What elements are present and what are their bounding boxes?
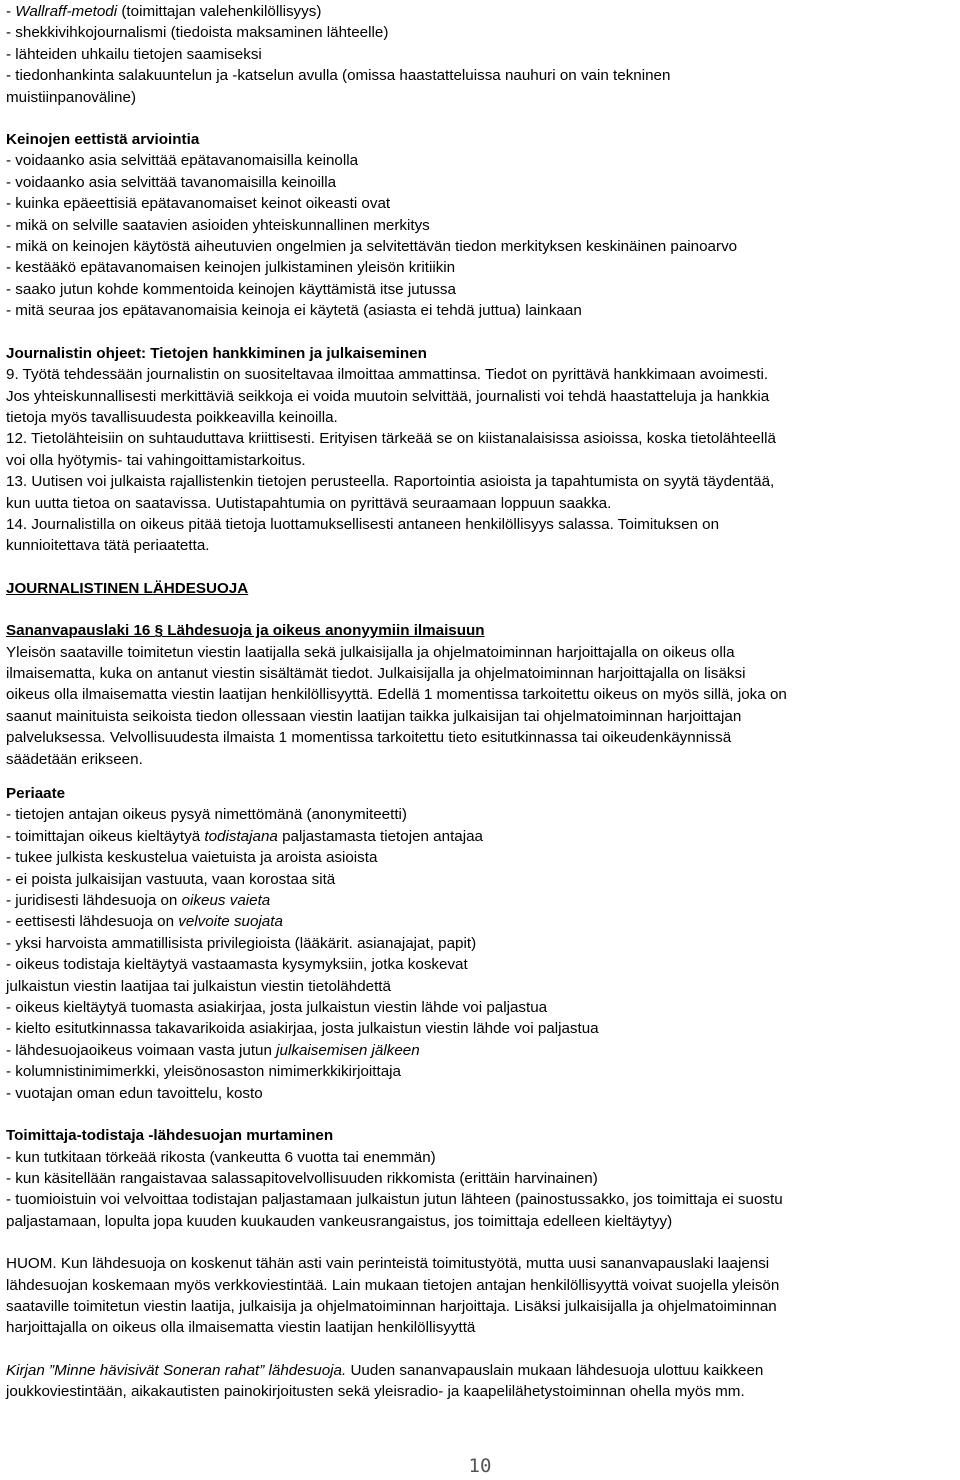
principle-item: - tietojen antajan oikeus pysyä nimettömänä (anonymiteetti) bbox=[6, 806, 407, 824]
note-line: harjoittajalla on oikeus olla ilmaisematta viestin laatijan henkilöllisyyttä bbox=[6, 1319, 476, 1337]
ethics-item: - voidaanko asia selvittää epätavanomaisilla keinolla bbox=[6, 152, 359, 170]
principle-item: - toimittajan oikeus kieltäytyä todistajana paljastamasta tietojen antajaa bbox=[6, 827, 484, 845]
intro-line: - tiedonhankinta salakuuntelun ja -katselun avulla (omissa haastatteluissa nauhuri on vain tekninen bbox=[6, 67, 671, 85]
guidelines-line: tietoja myös tavallisuudesta poikkeavilla keinoilla. bbox=[6, 408, 338, 426]
principle-item: - ei poista julkaisijan vastuuta, vaan korostaa sitä bbox=[6, 870, 336, 888]
guidelines-line: kun uutta tietoa on saatavissa. Uutistapahtumia on pyrittävä seuraamaan loppuun saakka. bbox=[6, 494, 612, 512]
law-line: saanut mainituista seikoista tiedon ollessaan viestin laatijan taikka julkaisijan tai ohjelmatoiminnan harjoittajan bbox=[6, 707, 742, 725]
ethics-item: - kestääkö epätavanomaisen keinojen julkistaminen yleisön kritiikin bbox=[6, 259, 456, 277]
principle-item: - lähdesuojaoikeus voimaan vasta jutun julkaisemisen jälkeen bbox=[6, 1041, 420, 1059]
breach-item: - tuomioistuin voi velvoittaa todistajan paljastamaan julkaistun jutun lähteen (painostussakko, jos toimittaja ei suostu bbox=[6, 1191, 783, 1209]
principle-item: - kolumnistinimimerkki, yleisönosaston nimimerkkikirjoittaja bbox=[6, 1063, 401, 1081]
principle-item: - juridisesti lähdesuoja on oikeus vaieta bbox=[6, 892, 271, 910]
breach-heading: Toimittaja-todistaja -lähdesuojan murtaminen bbox=[6, 1127, 334, 1145]
guidelines-line: Jos yhteiskunnallisesti merkittäviä seikkoja ei voida muutoin selvittää, journalisti voi tehdä haastatteluja ja hankkia bbox=[6, 387, 770, 405]
ethics-item: - mikä on selville saatavien asioiden yhteiskunnallinen merkitys bbox=[6, 216, 430, 234]
breach-item: - kun tutkitaan törkeää rikosta (vankeutta 6 vuotta tai enemmän) bbox=[6, 1148, 436, 1166]
page-number: 10 bbox=[468, 1455, 492, 1477]
ethics-heading: Keinojen eettistä arviointia bbox=[6, 131, 200, 149]
intro-line: muistiinpanoväline) bbox=[6, 88, 137, 106]
ethics-item: - mikä on keinojen käytöstä aiheutuvien ongelmien ja selvitettävän tiedon merkityksen keskinäinen painoarvo bbox=[6, 238, 738, 256]
ethics-item: - kuinka epäeettisiä epätavanomaiset keinot oikeasti ovat bbox=[6, 195, 391, 213]
principle-item: - yksi harvoista ammatillisista privilegioista (lääkärit. asianajajat, papit) bbox=[6, 934, 477, 952]
intro-line: - shekkivihkojournalismi (tiedoista maksaminen lähteelle) bbox=[6, 24, 389, 42]
wallraff-term: Wallraff-metodi bbox=[15, 3, 118, 20]
law-heading: Sananvapauslaki 16 § Lähdesuoja ja oikeus anonyymiin ilmaisuun bbox=[6, 622, 485, 640]
principle-item: - oikeus kieltäytyä tuomasta asiakirjaa, josta julkaistun viestin lähde voi paljastua bbox=[6, 999, 548, 1017]
breach-item: paljastamaan, lopulta jopa kuuden kuukauden vankeusrangaistus, jos toimittaja edelleen kieltäytyy) bbox=[6, 1212, 673, 1230]
law-line: Yleisön saataville toimitetun viestin laatijalla sekä julkaisijalla ja ohjelmatoiminnan harjoittajalla on oikeus olla bbox=[6, 643, 735, 661]
principles-heading: Periaate bbox=[6, 785, 66, 802]
law-line: ilmaisematta, kuka on antanut viestin sisältämät tiedot. Julkaisijalla ja ohjelmatoiminnan harjoittajalla on lisäksi bbox=[6, 664, 746, 682]
note-line: lähdesuojan koskemaan myös verkkoviestintää. Lain mukaan tietojen antajan henkilöllisyyttä voivat suojella yleisön bbox=[6, 1276, 780, 1294]
ethics-item: - saako jutun kohde kommentoida keinojen käyttämistä itse jutussa bbox=[6, 280, 456, 298]
principle-item: - oikeus todistaja kieltäytyä vastaamasta kysymyksiin, jotka koskevat bbox=[6, 956, 468, 974]
guidelines-line: 14. Journalistilla on oikeus pitää tietoja luottamuksellisesti antaneen henkilöllisyys salassa. Toimituksen on bbox=[6, 515, 720, 533]
law-line: palveluksessa. Velvollisuudesta ilmaista 1 momentissa tarkoitettu tieto esitutkinnassa tai oikeudenkäynnissä bbox=[6, 729, 732, 747]
law-line: oikeus olla ilmaisematta viestin laatijan henkilöllisyyttä. Edellä 1 momentissa tarkoitettu oikeus on myös sillä, joka on bbox=[6, 686, 787, 704]
guidelines-line: voi olla hyötymis- tai vahingoittamistarkoitus. bbox=[6, 451, 306, 469]
ethics-item: - mitä seuraa jos epätavanomaisia keinoja ei käytetä (asiasta ei tehdä juttua) lainkaan bbox=[6, 302, 582, 320]
principle-item: - tukee julkista keskustelua vaietuista ja aroista asioista bbox=[6, 849, 378, 867]
book-title: Kirjan ”Minne hävisivät Soneran rahat” lähdesuoja. bbox=[6, 1361, 347, 1379]
book-line: joukkoviestintään, aikakautisten painokirjoitusten sekä yleisradio- ja kaapelilähetystoiminnan ohella myös mm. bbox=[6, 1383, 745, 1401]
intro-line: - lähteiden uhkailu tietojen saamiseksi bbox=[6, 45, 262, 63]
guidelines-heading: Journalistin ohjeet: Tietojen hankkiminen ja julkaiseminen bbox=[6, 344, 427, 362]
section-title: JOURNALISTINEN LÄHDESUOJA bbox=[6, 579, 249, 597]
book-line: Kirjan ”Minne hävisivät Soneran rahat” lähdesuoja. Uuden sananvapauslain mukaan lähdesuoja ulottuu kaikkeen bbox=[6, 1361, 764, 1379]
principle-item: julkaistun viestin laatijaa tai julkaistun viestin tietolähdettä bbox=[6, 977, 391, 995]
guidelines-line: kunnioitettava tätä periaatetta. bbox=[6, 537, 210, 555]
breach-item: - kun käsitellään rangaistavaa salassapitovelvollisuuden rikkomista (erittäin harvinainen) bbox=[6, 1169, 598, 1187]
intro-line: - Wallraff-metodi (toimittajan valehenkilöllisyys) bbox=[6, 3, 322, 20]
guidelines-line: 12. Tietolähteisiin on suhtauduttava kriittisesti. Erityisen tärkeää se on kiistanalaisissa asioissa, koska tietolähteellä bbox=[6, 430, 776, 448]
law-line: säädetään erikseen. bbox=[6, 750, 143, 768]
principle-item: - kielto esitutkinnassa takavarikoida asiakirjaa, josta julkaistun viestin lähde voi paljastua bbox=[6, 1020, 599, 1038]
guidelines-line: 9. Työtä tehdessään journalistin on suositeltavaa ilmoittaa ammattinsa. Tiedot on pyrittävä hankkimaan avoimesti. bbox=[6, 366, 769, 384]
guidelines-line: 13. Uutisen voi julkaista rajallistenkin tietojen perusteella. Raportointia asioista ja tapahtumista on syytä täydentää, bbox=[6, 473, 775, 491]
ethics-item: - voidaanko asia selvittää tavanomaisilla keinoilla bbox=[6, 173, 337, 191]
note-line: HUOM. Kun lähdesuoja on koskenut tähän asti vain perinteistä toimitustyötä, mutta uusi sananvapauslaki laajensi bbox=[6, 1255, 770, 1273]
note-line: saataville toimitetun viestin laatija, julkaisija ja ohjelmatoiminnan harjoittaja. Lisäksi julkaisijalla ja ohjelmatoiminnan bbox=[6, 1297, 777, 1315]
principle-item: - eettisesti lähdesuoja on velvoite suojata bbox=[6, 913, 283, 931]
principle-item: - vuotajan oman edun tavoittelu, kosto bbox=[6, 1084, 263, 1102]
document-page bbox=[6, 1, 954, 1403]
